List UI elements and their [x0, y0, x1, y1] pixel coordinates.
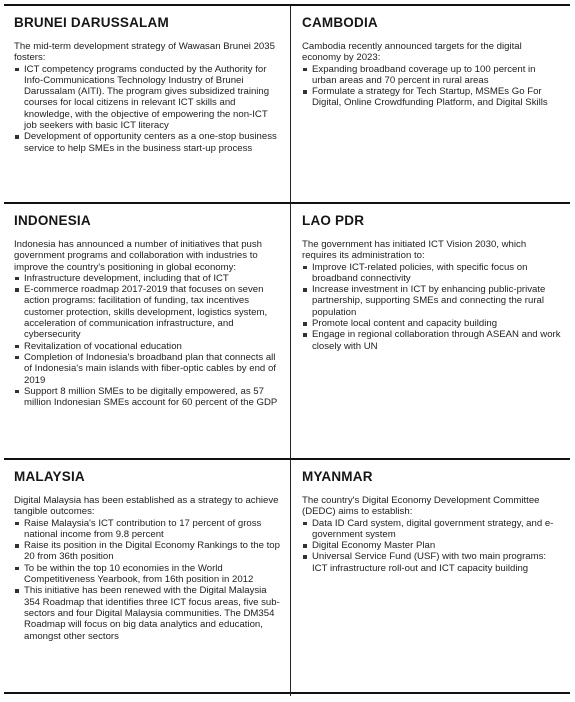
list-item: Raise Malaysia's ICT contribution to 17 percent of gross national income from 9.8 percent: [14, 518, 282, 541]
list-item: This initiative has been renewed with the Digital Malaysia 354 Roadmap that identifies three ICT focus areas, five sub-sectors and four Digital Malaysia communities. The DM354 Roadmap will focus on big data analytics and education, amongst other sectors: [14, 585, 282, 641]
list-item: Promote local content and capacity building: [302, 318, 562, 329]
list-item: Infrastructure development, including that of ICT: [14, 273, 282, 284]
list-item: To be within the top 10 economies in the World Competitiveness Yearbook, from 16th position in 2012: [14, 563, 282, 586]
list-item: Engage in regional collaboration through ASEAN and work closely with UN: [302, 329, 562, 352]
country-heading: MYANMAR: [302, 469, 373, 484]
list-item: Expanding broadband coverage up to 100 percent in urban areas and 70 percent in rural areas: [302, 64, 562, 87]
list-item: Increase investment in ICT by enhancing public-private partnership, supporting SMEs and connecting the rural population: [302, 284, 562, 318]
section-intro: The mid-term development strategy of Wawasan Brunei 2035 fosters:: [14, 41, 275, 64]
country-heading: LAO PDR: [302, 213, 365, 228]
bullet-list: [302, 518, 562, 574]
country-heading: INDONESIA: [14, 213, 91, 228]
section-intro: The country's Digital Economy Development Committee (DEDC) aims to establish:: [302, 495, 540, 518]
list-item: Data ID Card system, digital government strategy, and e-government system: [302, 518, 562, 541]
list-item: Support 8 million SMEs to be digitally empowered, as 57 million Indonesian SMEs account for 60 percent of the GDP: [14, 386, 282, 409]
list-item: ICT competency programs conducted by the Authority for Info-Communications Technology Industry of Brunei Darussalam (AITI). The program gives subsidized training courses for local citizens in relevant ICT skills and knowledge, with the objective of empowering the non-ICT job seekers with basic ICT literacy: [14, 64, 282, 132]
section-intro: The government has initiated ICT Vision 2030, which requires its administration to:: [302, 239, 527, 262]
section-malaysia: [4, 460, 291, 696]
country-heading: MALAYSIA: [14, 469, 85, 484]
country-heading: BRUNEI DARUSSALAM: [14, 15, 169, 30]
list-item: E-commerce roadmap 2017-2019 that focuses on seven action programs: facilitation of funding, tax incentives customer protection, skills development, logistics system, acceleration of communication infrastructure, and cybersecurity: [14, 284, 282, 340]
list-item: Development of opportunity centers as a one-stop business service to help SMEs in the business start-up process: [14, 131, 282, 154]
bullet-list: [302, 262, 562, 352]
bullet-list: [302, 64, 562, 109]
section-cambodia: [291, 6, 570, 204]
country-strategy-table: [4, 4, 570, 694]
section-intro: Cambodia recently announced targets for the digital economy by 2023:: [302, 41, 522, 64]
section-myanmar: [291, 460, 570, 696]
section-intro: Digital Malaysia has been established as a strategy to achieve tangible outcomes:: [14, 495, 279, 518]
list-item: Universal Service Fund (USF) with two main programs: ICT infrastructure roll-out and ICT capacity building: [302, 551, 562, 574]
country-heading: CAMBODIA: [302, 15, 378, 30]
list-item: Improve ICT-related policies, with specific focus on broadband connectivity: [302, 262, 562, 285]
bullet-list: [14, 64, 282, 154]
bullet-list: [14, 273, 282, 409]
section-intro: Indonesia has announced a number of initiatives that push government programs and collaboration with industries to improve the country's positioning in global economy:: [14, 239, 263, 273]
list-item: Digital Economy Master Plan: [302, 540, 562, 551]
bullet-list: [14, 518, 282, 642]
section-lao-pdr: [291, 204, 570, 460]
list-item: Raise its position in the Digital Economy Rankings to the top 20 from 36th position: [14, 540, 282, 563]
section-indonesia: [4, 204, 291, 460]
list-item: Revitalization of vocational education: [14, 341, 282, 352]
list-item: Formulate a strategy for Tech Startup, MSMEs Go For Digital, Online Crowdfunding Platform, and Digital Skills: [302, 86, 562, 109]
list-item: Completion of Indonesia's broadband plan that connects all of Indonesia's main islands with fiber-optic cables by end of 2019: [14, 352, 282, 386]
section-brunei: [4, 6, 291, 204]
